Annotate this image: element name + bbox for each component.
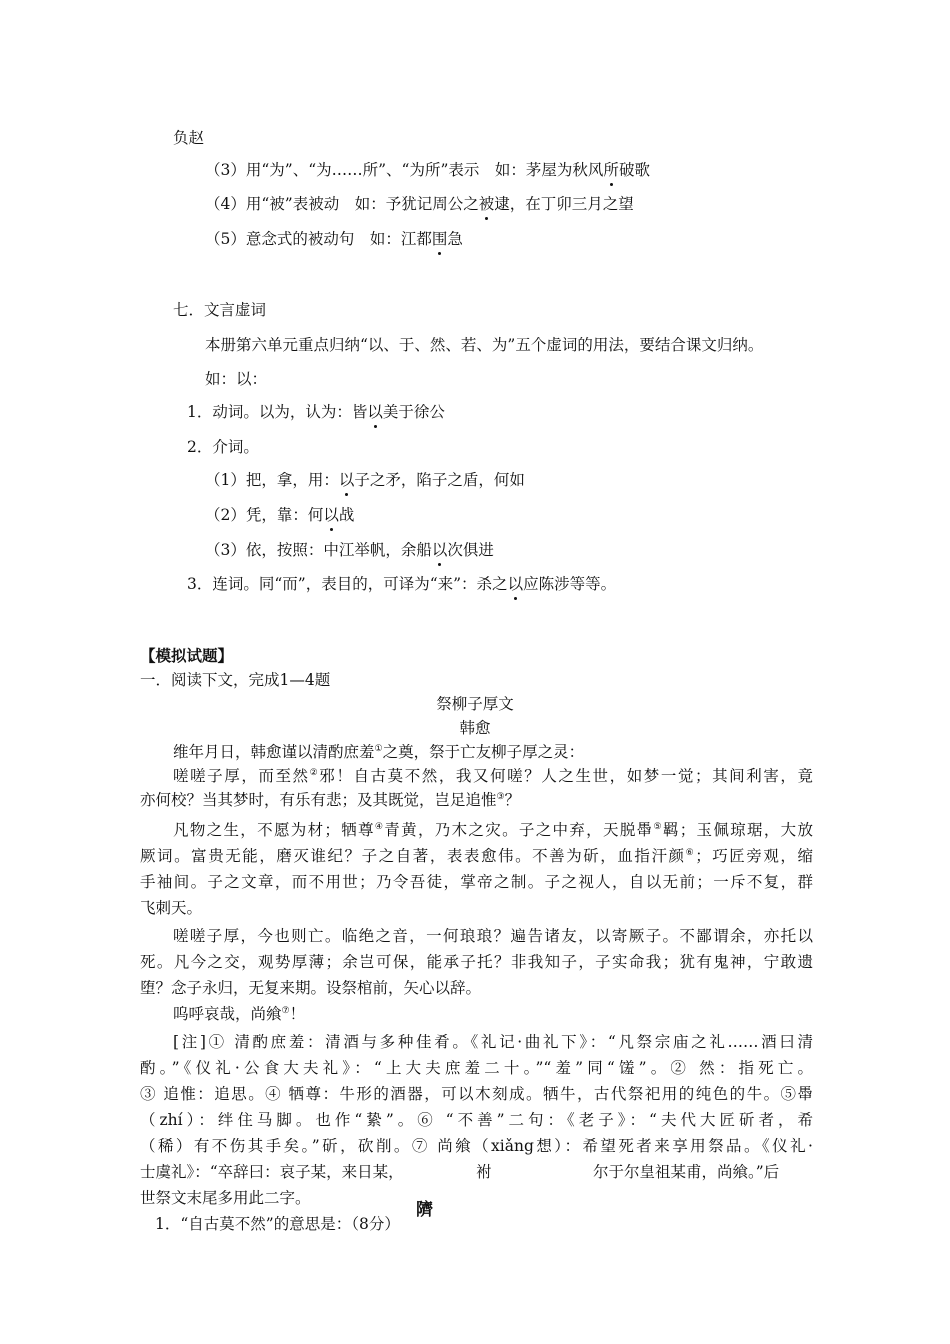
- text-segment: 羁；玉佩琼琚，大放: [662, 821, 813, 839]
- question-1: 1．“自古莫不然”的意思是：（8分）: [155, 1215, 400, 1233]
- passage-line: 手袖间。子之文章，而不用世；乃令吾徒，掌帝之制。子之视人，自以无前；一斥不复，群: [140, 873, 813, 891]
- text-segment: ？: [504, 791, 521, 809]
- text-segment: 呜呼哀哉，尚飨: [173, 1005, 282, 1023]
- emphasis-dot-char: 以: [367, 403, 383, 421]
- text-segment: 亦何校？当其梦时，有乐有悲；及其既觉，岂足追惟: [140, 791, 497, 809]
- note-line-a: 士虞礼》：“卒辞曰：哀子某，来日某，: [140, 1163, 404, 1181]
- usage-item-1: [187, 402, 445, 422]
- emphasis-dot-char: 以: [507, 575, 524, 593]
- text-segment: （2）凭，靠：何: [205, 506, 324, 524]
- text-line: 负赵: [173, 129, 205, 147]
- text-segment: 战: [338, 506, 355, 524]
- emphasis-dot-char: 以: [338, 471, 355, 489]
- note-line-b: 袝: [476, 1163, 492, 1181]
- passive-item-4: [205, 194, 634, 214]
- text-segment: 凡物之生，不愿为材；牺尊: [173, 821, 375, 839]
- section-heading: 七．文言虚词: [173, 301, 267, 319]
- text-segment: 美于徐公: [382, 403, 445, 421]
- note-line: [注]① 清酌庶羞：清酒与多种佳肴。《礼记·曲礼下》：“凡祭宗庙之礼……酒曰清: [173, 1033, 813, 1051]
- usage-item-2b: [205, 505, 354, 525]
- passage-author: 韩愈: [459, 719, 491, 737]
- text-segment: 次俱进: [447, 541, 494, 559]
- footnote-marker: ⑦: [281, 1005, 290, 1016]
- text-segment: （3）用“为”、“为……所”、“为所”表示 如：茅屋为秋风: [205, 161, 604, 179]
- passive-item-5: [205, 229, 463, 249]
- passage-title: 祭柳子厚文: [436, 695, 514, 713]
- passage-para-1: [173, 742, 584, 762]
- text-segment: 厥词。富贵无能，磨灭谁纪？子之自著，表表愈伟。不善为斫，血指汗颜: [140, 847, 686, 865]
- usage-item-3: [187, 574, 616, 594]
- passage-line: [173, 820, 813, 840]
- passage-line: [140, 790, 520, 810]
- text-segment: 子之矛，陷子之盾，何如: [354, 471, 525, 489]
- emphasis-dot-char: 围: [431, 230, 448, 248]
- emphasis-dot-char: 以: [323, 506, 339, 524]
- footnote-marker: ③: [496, 791, 505, 802]
- mock-heading: 【模拟试题】: [140, 647, 234, 665]
- text-segment: 3．连词。同“而”，表目的，可译为“来”：杀之: [187, 575, 508, 593]
- passage-line: [140, 846, 813, 866]
- text-segment: 青黄，乃木之灾。子之中弃，天脱馽: [384, 821, 654, 839]
- footnote-marker: ⑤: [653, 821, 663, 832]
- note-line: ③ 追惟：追思。④ 牺尊：牛形的酒器，可以木刻成。牺牛，古代祭祀用的纯色的牛。⑤馽: [140, 1085, 813, 1103]
- emphasis-dot-char: 被: [478, 195, 495, 213]
- text-segment: 破歌: [618, 161, 650, 179]
- question-intro: 一．阅读下文，完成1—4题: [140, 671, 331, 689]
- text-segment: 维年月日，韩愈谨以清酌庶羞: [173, 743, 375, 761]
- section-intro: 本册第六单元重点归纳“以、于、然、若、为”五个虚词的用法，要结合课文归纳。: [205, 336, 764, 354]
- text-segment: 急: [447, 230, 463, 248]
- passage-line: [173, 766, 813, 786]
- emphasis-dot-char: 以: [431, 541, 448, 559]
- text-segment: （5）意念式的被动句 如：江都: [205, 230, 432, 248]
- text-segment: 邪！自古莫不然，我又何嗟？人之生世，如梦一觉；其间利害，竟: [319, 767, 813, 785]
- usage-item-2a: [205, 470, 525, 490]
- footnote-marker: ②: [309, 767, 320, 778]
- text-segment: ！: [289, 1005, 306, 1023]
- passage-line: 堕？念子永归，无复来期。设祭棺前，矢心以辞。: [140, 979, 482, 997]
- emphasis-dot-char: 所: [603, 161, 619, 179]
- text-segment: （3）依，按照：中江举帆，余船: [205, 541, 432, 559]
- text-segment: 逮，在丁卯三月之望: [494, 195, 634, 213]
- text-segment: 嗟嗟子厚，而至然: [173, 767, 310, 785]
- text-segment: （4）用“被”表被动 如：予犹记周公之: [205, 195, 479, 213]
- passage-line: 死。凡今之交，观势厚薄；余岂可保，能承子托？非我知子，子实命我；犹有鬼神，宁敢遗: [140, 953, 813, 971]
- floating-character: 隮: [416, 1200, 433, 1220]
- usage-item-2c: [205, 540, 494, 560]
- passage-para-5: [173, 1004, 305, 1024]
- text-segment: （1）把，拿，用：: [205, 471, 339, 489]
- passage-line: 嗟嗟子厚，今也则亡。临绝之音，一何琅琅？遍告诸友，以寄厥子。不鄙谓余，亦托以: [173, 927, 813, 945]
- usage-item-2: 2．介词。: [187, 438, 259, 456]
- note-line: 酌。”《仪礼·公食大夫礼》：“上大夫庶羞二十。”“羞”同“馐”。② 然：指死亡。: [140, 1059, 813, 1077]
- footnote-marker: ⑥: [685, 847, 696, 858]
- passage-line: 飞刺天。: [140, 899, 203, 917]
- note-line: （稀）有不伤其手矣。”斫，砍削。⑦ 尚飨（xiǎng想）：希望死者来享用祭品。《仪礼·: [140, 1137, 813, 1155]
- passive-item-3: [205, 160, 650, 180]
- text-segment: 应陈涉等等。: [523, 575, 617, 593]
- text-segment: 之奠，祭于亡友柳子厚之灵：: [382, 743, 585, 761]
- example-label: 如：以：: [205, 370, 268, 388]
- footnote-marker: ①: [374, 743, 383, 754]
- note-line: （zhí）：绊住马脚。也作“絷”。⑥ “不善”二句：《老子》：“夫代大匠斫者，希: [140, 1111, 813, 1129]
- text-segment: 1．动词。以为，认为：皆: [187, 403, 368, 421]
- footnote-marker: ④: [374, 821, 385, 832]
- text-segment: ；巧匠旁观，缩: [695, 847, 813, 865]
- note-line-c: 尔于尔皇祖某甫，尚飨。”后: [593, 1163, 780, 1181]
- note-line: 世祭文末尾多用此二字。: [140, 1189, 311, 1207]
